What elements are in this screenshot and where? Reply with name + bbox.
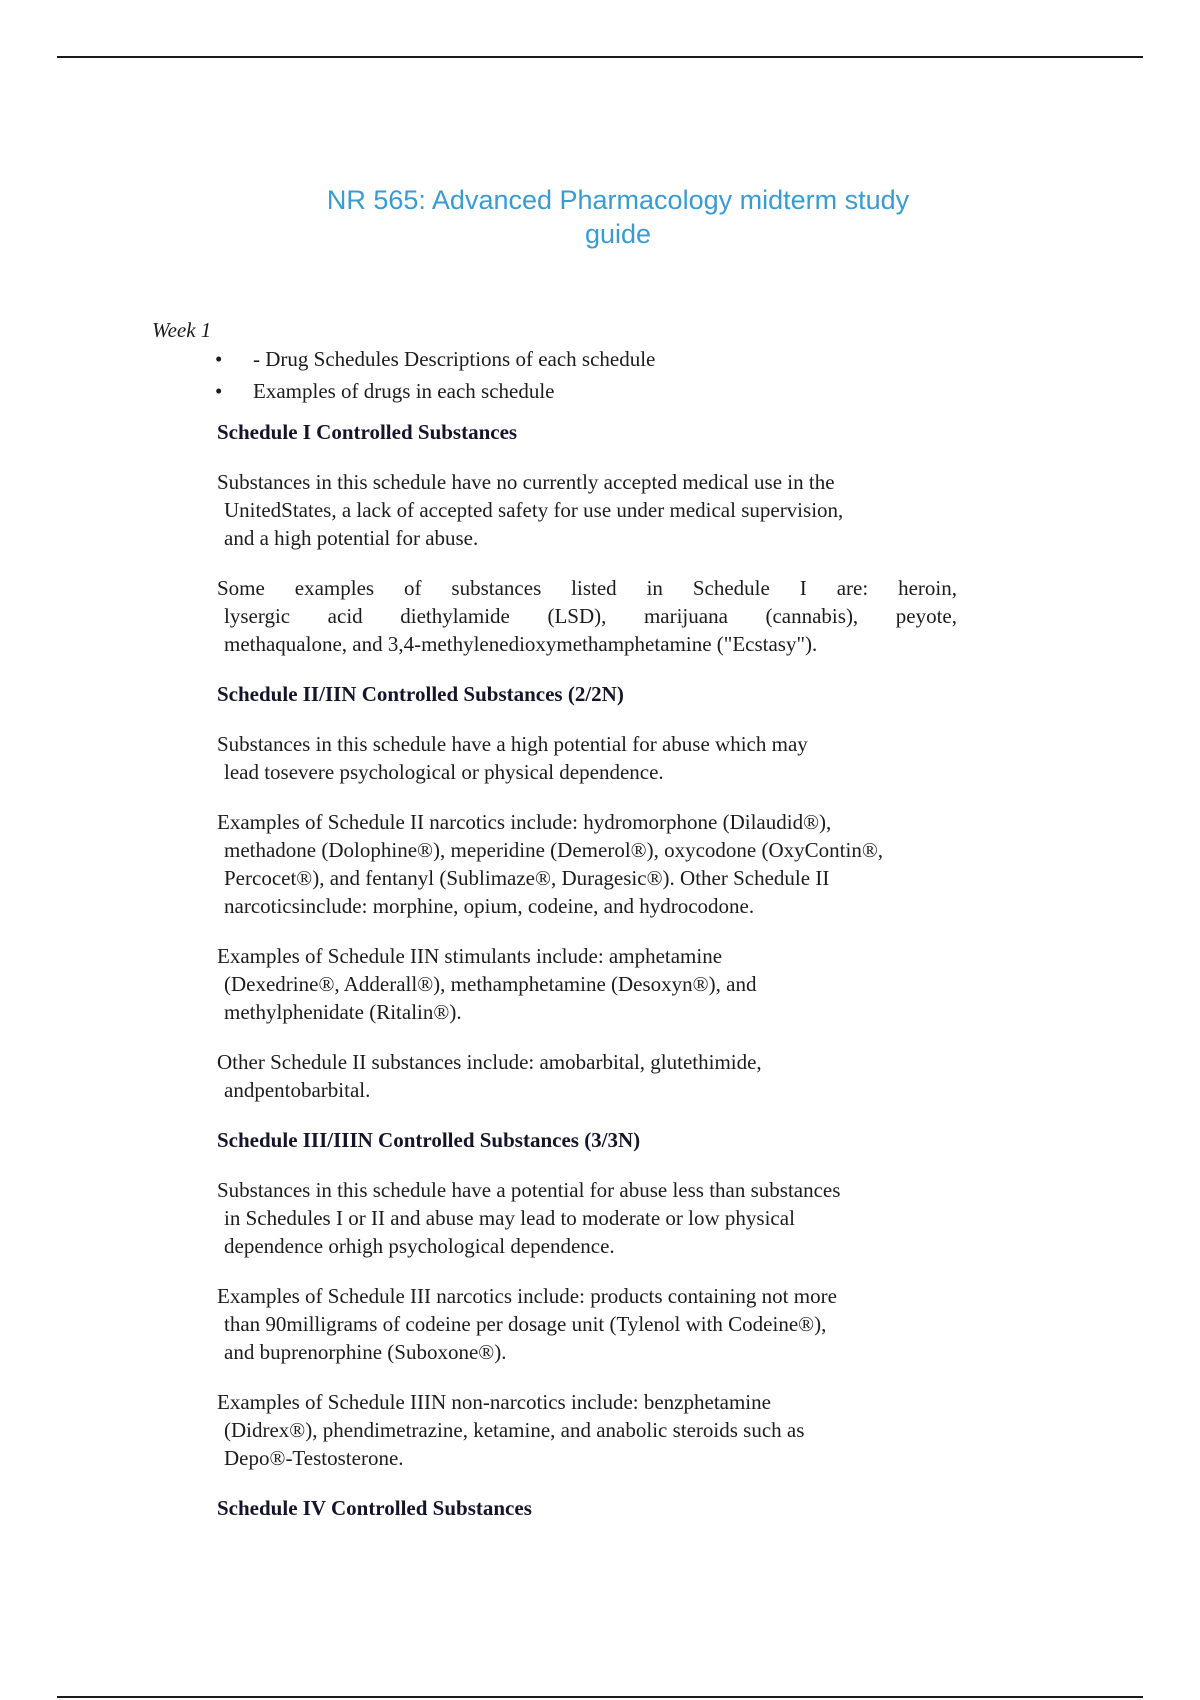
schedule-1-heading: Schedule I Controlled Substances <box>217 420 518 444</box>
topic-bullet-list <box>215 343 655 407</box>
text-line: Examples of Schedule II narcotics include: hydromorphone (Dilaudid®), <box>217 810 832 834</box>
schedule-2n-stimulants-examples <box>217 942 1017 1026</box>
bottom-rule <box>57 1696 1143 1698</box>
text-line: (Didrex®), phendimetrazine, ketamine, and anabolic steroids such as <box>224 1418 805 1442</box>
text-line: Examples of Schedule III narcotics include: products containing not more <box>217 1284 837 1308</box>
text-line: narcoticsinclude: morphine, opium, codeine, and hydrocodone. <box>224 894 755 918</box>
text-line: methylphenidate (Ritalin®). <box>224 1000 462 1024</box>
title-line-2: guide <box>584 219 652 249</box>
schedule-2-other-substances <box>217 1048 1017 1104</box>
schedule-1-examples <box>217 574 957 658</box>
text-line: than 90milligrams of codeine per dosage unit (Tylenol with Codeine®), <box>224 1312 827 1336</box>
schedule-3-narcotics-examples <box>217 1282 1017 1366</box>
text-line: and a high potential for abuse. <box>224 526 479 550</box>
text-line: Other Schedule II substances include: amobarbital, glutethimide, <box>217 1050 762 1074</box>
schedule-3n-non-narcotics-examples <box>217 1388 1017 1472</box>
schedule-3-heading: Schedule III/IIIN Controlled Substances (3/3N) <box>217 1128 641 1152</box>
text-line: lead tosevere psychological or physical dependence. <box>224 760 664 784</box>
schedule-2-description <box>217 730 1017 786</box>
text-line: Examples of Schedule IIIN non-narcotics include: benzphetamine <box>217 1390 771 1414</box>
text-line: andpentobarbital. <box>224 1078 371 1102</box>
text-line: UnitedStates, a lack of accepted safety for use under medical supervision, <box>224 498 844 522</box>
text-line: Examples of Schedule IIN stimulants include: amphetamine <box>217 944 723 968</box>
text-line: Some examples of substances listed in Schedule I are: heroin, <box>217 576 957 600</box>
schedule-2-narcotics-examples <box>217 808 1017 920</box>
text-line: and buprenorphine (Suboxone®). <box>224 1340 507 1364</box>
text-line: Substances in this schedule have a potential for abuse less than substances <box>217 1178 841 1202</box>
bullet-item: • - Drug Schedules Descriptions of each schedule <box>215 343 655 375</box>
schedule-2-heading: Schedule II/IIN Controlled Substances (2/2N) <box>217 682 624 706</box>
page-title <box>0 183 1200 251</box>
bullet-item: • Examples of drugs in each schedule <box>215 375 655 407</box>
text-line: Percocet®), and fentanyl (Sublimaze®, Duragesic®). Other Schedule II <box>224 866 830 890</box>
schedule-1-description <box>217 468 1017 552</box>
text-line: methaqualone, and 3,4-methylenedioxymethamphetamine ("Ecstasy"). <box>224 632 818 656</box>
week-label: Week 1 <box>152 318 212 342</box>
text-line: Substances in this schedule have no currently accepted medical use in the <box>217 470 835 494</box>
text-line: Depo®-Testosterone. <box>224 1446 404 1470</box>
text-line: methadone (Dolophine®), meperidine (Demerol®), oxycodone (OxyContin®, <box>224 838 884 862</box>
text-line: lysergic acid diethylamide (LSD), marijuana (cannabis), peyote, <box>224 604 957 628</box>
schedule-4-heading: Schedule IV Controlled Substances <box>217 1496 532 1520</box>
title-line-1: NR 565: Advanced Pharmacology midterm study <box>326 185 910 215</box>
text-line: in Schedules I or II and abuse may lead to moderate or low physical <box>224 1206 795 1230</box>
text-line: Substances in this schedule have a high potential for abuse which may <box>217 732 808 756</box>
text-line: (Dexedrine®, Adderall®), methamphetamine (Desoxyn®), and <box>224 972 757 996</box>
schedule-3-description <box>217 1176 1017 1260</box>
text-line: dependence orhigh psychological dependence. <box>224 1234 615 1258</box>
document-body <box>217 418 1017 1544</box>
top-rule <box>57 56 1143 58</box>
